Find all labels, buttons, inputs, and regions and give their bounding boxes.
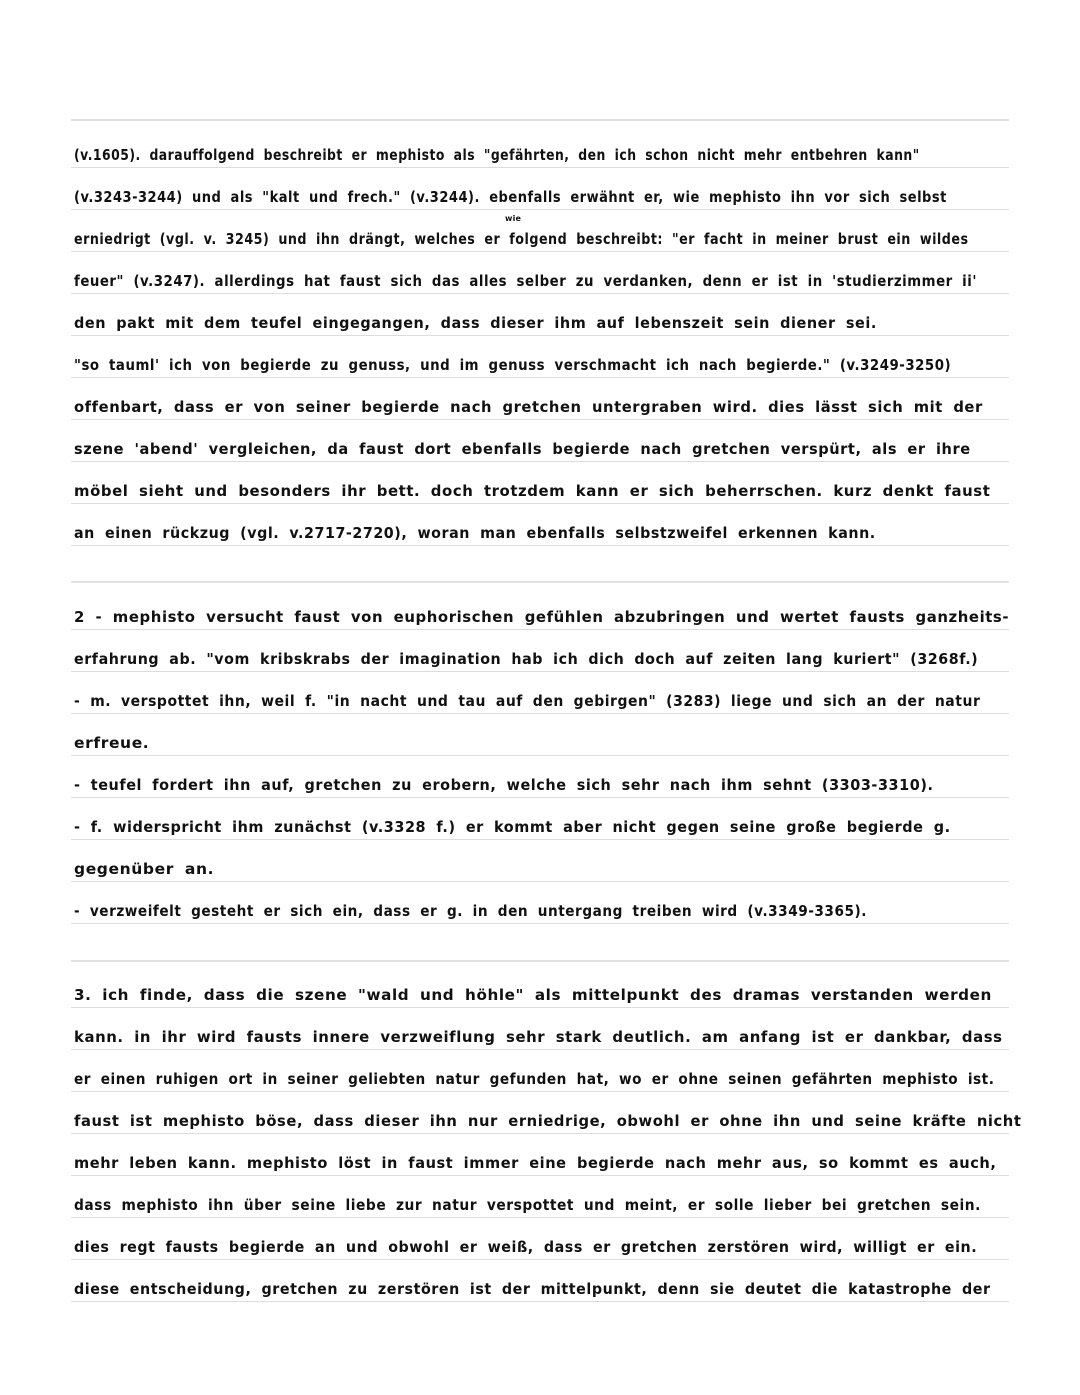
text-line (71, 756, 1009, 798)
text-line (71, 210, 1009, 252)
line-text: (v.1605). darauffolgend beschreibt er mephisto als "gefährten, den ich schon nicht mehr entbehren kann" (74, 146, 920, 164)
text-line (71, 1050, 1009, 1092)
text-line (71, 672, 1009, 714)
line-text: - f. widerspricht ihm zunächst (v.3328 f.) er kommt aber nicht gegen seine große begierde g. (74, 818, 951, 836)
text-line (71, 1092, 1022, 1134)
line-text: offenbart, dass er von seiner begierde nach gretchen untergraben wird. dies lässt sich mit der (74, 398, 983, 416)
text-line (71, 336, 1009, 378)
text-line (71, 882, 1009, 924)
line-text: 2 - mephisto versucht faust von euphorischen gefühlen abzubringen und wertet fausts ganzheits- (74, 608, 1010, 626)
line-text: feuer" (v.3247). allerdings hat faust sich das alles selber zu verdanken, denn er ist in 'studierzimmer ii' (74, 272, 977, 290)
text-line (71, 1176, 1009, 1218)
section-divider (71, 960, 1009, 962)
text-line (71, 1218, 1009, 1260)
line-text: diese entscheidung, gretchen zu zerstören ist der mittelpunkt, denn sie deutet die katastrophe der (74, 1280, 991, 1298)
line-text: faust ist mephisto böse, dass dieser ihn nur erniedrige, obwohl er ohne ihn und seine kräfte nicht (74, 1112, 1022, 1130)
section-divider (71, 581, 1009, 583)
line-text: gegenüber an. (74, 860, 215, 878)
text-line (71, 714, 1009, 756)
text-line (71, 1134, 1009, 1176)
line-text: mehr leben kann. mephisto löst in faust immer eine begierde nach mehr aus, so kommt es auch, (74, 1154, 997, 1172)
line-text: dies regt fausts begierde an und obwohl er weiß, dass er gretchen zerstören wird, willigt er ein. (74, 1238, 978, 1256)
line-text: kann. in ihr wird fausts innere verzweiflung sehr stark deutlich. am anfang ist er dankbar, dass (74, 1028, 1003, 1046)
text-line (71, 1008, 1009, 1050)
line-text: an einen rückzug (vgl. v.2717-2720), woran man ebenfalls selbstzweifel erkennen kann. (74, 524, 876, 542)
text-line (71, 462, 1009, 504)
text-line (71, 840, 1009, 882)
text-line (71, 126, 1009, 168)
text-line (71, 588, 1009, 630)
line-text: (v.3243-3244) und als "kalt und frech." (v.3244). ebenfalls erwähnt er, wie mephisto ihn vor sich selbst (74, 188, 947, 206)
line-text: den pakt mit dem teufel eingegangen, dass dieser ihm auf lebenszeit sein diener sei. (74, 314, 877, 332)
text-line (71, 294, 1009, 336)
text-line (71, 420, 1009, 462)
line-text: "so tauml' ich von begierde zu genuss, und im genuss verschmacht ich nach begierde." (v.3249-3250) (74, 356, 952, 374)
text-line (71, 1260, 1009, 1302)
line-text: erfahrung ab. "vom kribskrabs der imagination hab ich dich doch auf zeiten lang kuriert" (3268f.) (74, 650, 979, 668)
text-line (71, 378, 1009, 420)
line-text: - verzweifelt gesteht er sich ein, dass er g. in den untergang treiben wird (v.3349-3365). (74, 902, 867, 920)
line-text: - teufel fordert ihn auf, gretchen zu erobern, welche sich sehr nach ihm sehnt (3303-3310). (74, 776, 934, 794)
section-divider-top (71, 119, 1009, 121)
text-line (71, 798, 1009, 840)
line-text: er einen ruhigen ort in seiner geliebten natur gefunden hat, wo er ohne seinen gefährten mephisto ist. (74, 1070, 995, 1088)
line-text: dass mephisto ihn über seine liebe zur natur verspottet und meint, er solle lieber bei gretchen sein. (74, 1196, 981, 1214)
line-text: - m. verspottet ihn, weil f. "in nacht und tau auf den gebirgen" (3283) liege und sich an der natur (74, 692, 981, 710)
line-text: szene 'abend' vergleichen, da faust dort ebenfalls begierde nach gretchen verspürt, als er ihre (74, 440, 971, 458)
line-text: möbel sieht und besonders ihr bett. doch trotzdem kann er sich beherrschen. kurz denkt faust (74, 482, 991, 500)
inserted-word-annotation: wie (505, 214, 522, 223)
line-text: erfreue. (74, 734, 150, 752)
text-line (71, 504, 1009, 546)
text-line (71, 966, 1009, 1008)
line-text: 3. ich finde, dass die szene "wald und höhle" als mittelpunkt des dramas verstanden werden (74, 986, 992, 1004)
text-line (71, 168, 1009, 210)
text-line (71, 252, 1009, 294)
line-text: erniedrigt (vgl. v. 3245) und ihn drängt, welches er folgend beschreibt: "er facht in meiner brust ein wildes (74, 230, 969, 248)
text-line (71, 630, 1009, 672)
